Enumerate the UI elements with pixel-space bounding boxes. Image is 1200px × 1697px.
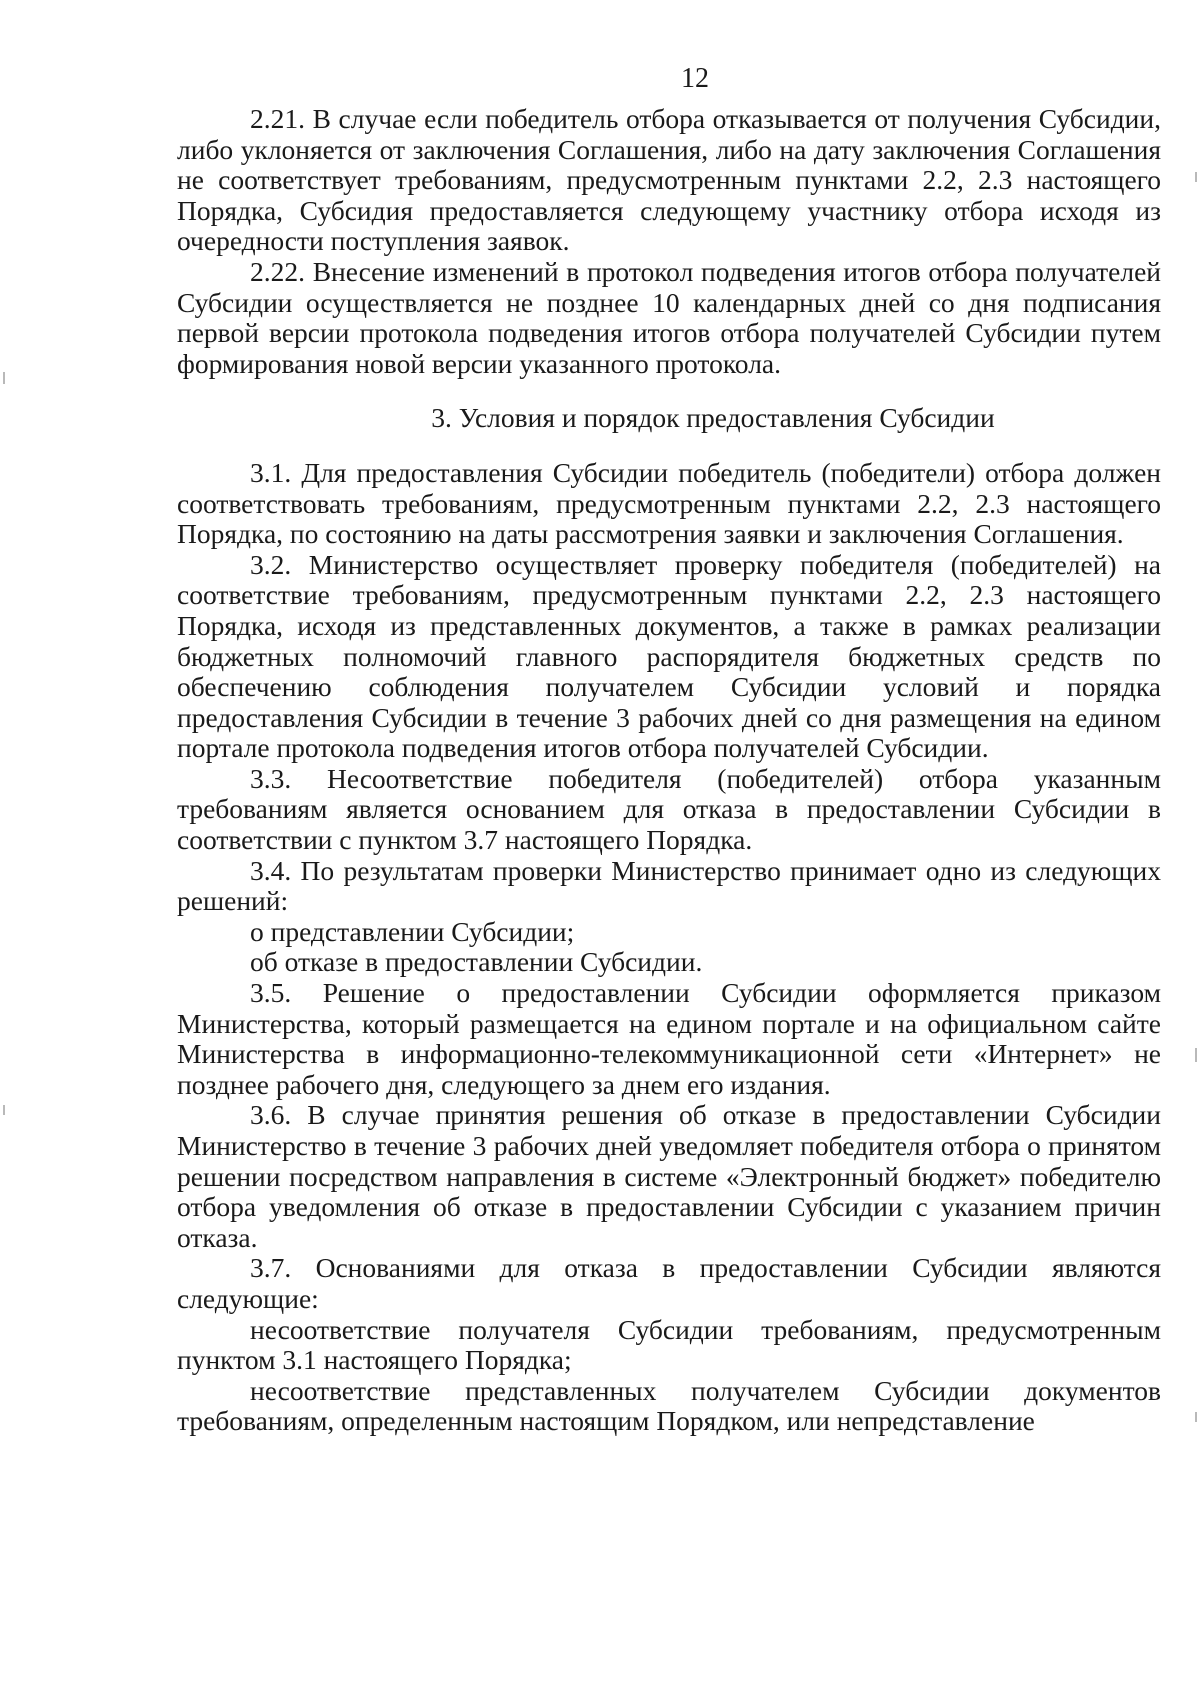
paragraph-3-7: 3.7. Основаниями для отказа в предоставлении Субсидии являются следующие: — [177, 1252, 1161, 1314]
paragraph-3-7-ground-2: несоответствие представленных получателем Субсидии документов требованиям, определенным настоящим Порядком, или непредставление — [177, 1374, 1161, 1437]
paragraph-3-1: 3.1. Для предоставления Субсидии победитель (победители) отбора должен соответствовать требованиям, предусмотренным пунктами 2.2, 2.3 настоящего Порядка, по состоянию на даты рассмотрения заявки и заключения Соглашения. — [177, 456, 1161, 550]
paragraph-3-6: 3.6. В случае принятия решения об отказе в предоставлении Субсидии Министерство в течение 3 рабочих дней уведомляет победителя отбора о принятом решении посредством направления в системе «Электронный бюджет» победителю отбора уведомления об отказе в предоставлении Субсидии с указанием причин отказа. — [177, 1099, 1161, 1253]
paragraph-3-3: 3.3. Несоответствие победителя (победителей) отбора указанным требованиям является основанием для отказа в предоставлении Субсидии в соответствии с пунктом 3.7 настоящего Порядка. — [177, 762, 1161, 856]
scan-mark-left-2 — [3, 1105, 5, 1115]
paragraph-3-4-option-grant: о представлении Субсидии; — [250, 915, 575, 947]
section-3-title: 3. Условия и порядок предоставления Субсидии — [431, 402, 995, 434]
paragraph-3-5: 3.5. Решение о предоставлении Субсидии оформляется приказом Министерства, который размещается на едином портале и на официальном сайте Министерства в информационно-телекоммуникационной сети «Интернет» не позднее рабочего дня, следующего за днем его издания. — [177, 977, 1161, 1100]
paragraph-2-22: 2.22. Внесение изменений в протокол подведения итогов отбора получателей Субсидии осуществляется не позднее 10 календарных дней со дня подписания первой версии протокола подведения итогов отбора получателей Субсидии путем формирования новой версии указанного протокола. — [177, 255, 1161, 379]
page-number: 12 — [681, 63, 709, 94]
scan-mark-left-1 — [3, 372, 5, 384]
paragraph-3-4: 3.4. По результатам проверки Министерство принимает одно из следующих решений: — [177, 854, 1161, 917]
scan-mark-right-3 — [1195, 1412, 1197, 1422]
paragraph-3-7-ground-1: несоответствие получателя Субсидии требованиям, предусмотренным пунктом 3.1 настоящего Порядка; — [177, 1313, 1161, 1376]
scan-mark-right-2 — [1195, 1048, 1197, 1062]
paragraph-2-21: 2.21. В случае если победитель отбора отказывается от получения Субсидии, либо уклоняется от заключения Соглашения, либо на дату заключения Соглашения не соответствует требованиям, предусмотренным пунктами 2.2, 2.3 настоящего Порядка, Субсидия предоставляется следующему участнику отбора исходя из очередности поступления заявок. — [177, 103, 1161, 257]
paragraph-3-2: 3.2. Министерство осуществляет проверку победителя (победителей) на соответствие требованиям, предусмотренным пунктами 2.2, 2.3 настоящего Порядка, исходя из представленных документов, а также в рамках реализации бюджетных полномочий главного распорядителя бюджетных средств по обеспечению соблюдения получателем Субсидии условий и порядка предоставления Субсидии в течение 3 рабочих дней со дня размещения на едином портале протокола подведения итогов отбора получателей Субсидии. — [177, 548, 1161, 764]
paragraph-3-4-option-refusal: об отказе в предоставлении Субсидии. — [250, 946, 703, 978]
scan-mark-right-1 — [1195, 172, 1197, 182]
document-body — [177, 104, 1161, 1437]
